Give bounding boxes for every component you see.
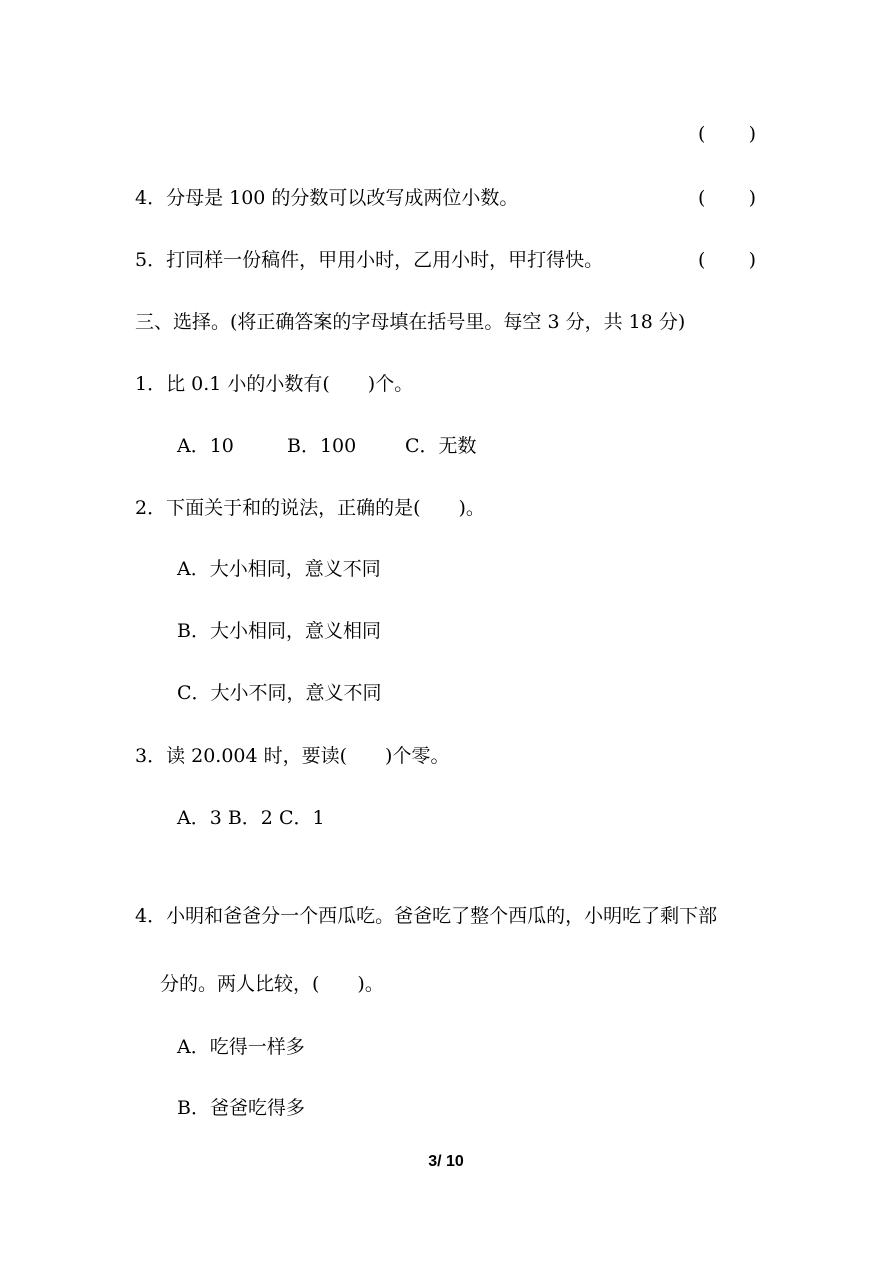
page-number: 3/ 10 [428,1153,464,1170]
paren-open: ( [698,249,706,271]
paren-close: ) [748,123,756,145]
paren-close: ) [748,249,756,271]
option-b: B．100 [287,435,357,457]
option-c: C．无数 [405,435,477,457]
judge-item-5: 5．打同样一份稿件，甲用小时，乙用小时，甲打得快。 [135,249,604,271]
judge-item-4: 4．分母是 100 的分数可以改写成两位小数。 [135,187,519,209]
question-4-option-a: A．吃得一样多 [177,1036,305,1058]
question-2-option-b: B．大小相同，意义相同 [177,620,381,642]
question-4-option-b: B．爸爸吃得多 [177,1097,305,1119]
option-a: A．10 [177,435,234,457]
question-3-stem: 3．读 20.004 时，要读( )个零。 [135,745,450,767]
paren-open: ( [698,123,706,145]
question-3-options: A．3 B．2 C．1 [177,807,325,829]
question-2-option-c: C．大小不同，意义不同 [177,682,382,704]
question-4-stem-line-1: 4．小明和爸爸分一个西瓜吃。爸爸吃了整个西瓜的，小明吃了剩下部 [135,905,718,927]
question-4-stem-line-2: 分的。两人比较，( )。 [160,973,384,995]
section-title: 三、选择。(将正确答案的字母填在括号里。每空 3 分，共 18 分) [135,311,686,333]
question-2-option-a: A．大小相同，意义不同 [177,558,381,580]
paren-open: ( [698,187,706,209]
question-2-stem: 2．下面关于和的说法，正确的是( )。 [135,497,485,519]
question-1-stem: 1．比 0.1 小的小数有( )个。 [135,373,414,395]
paren-close: ) [748,187,756,209]
question-1-options [177,434,477,458]
